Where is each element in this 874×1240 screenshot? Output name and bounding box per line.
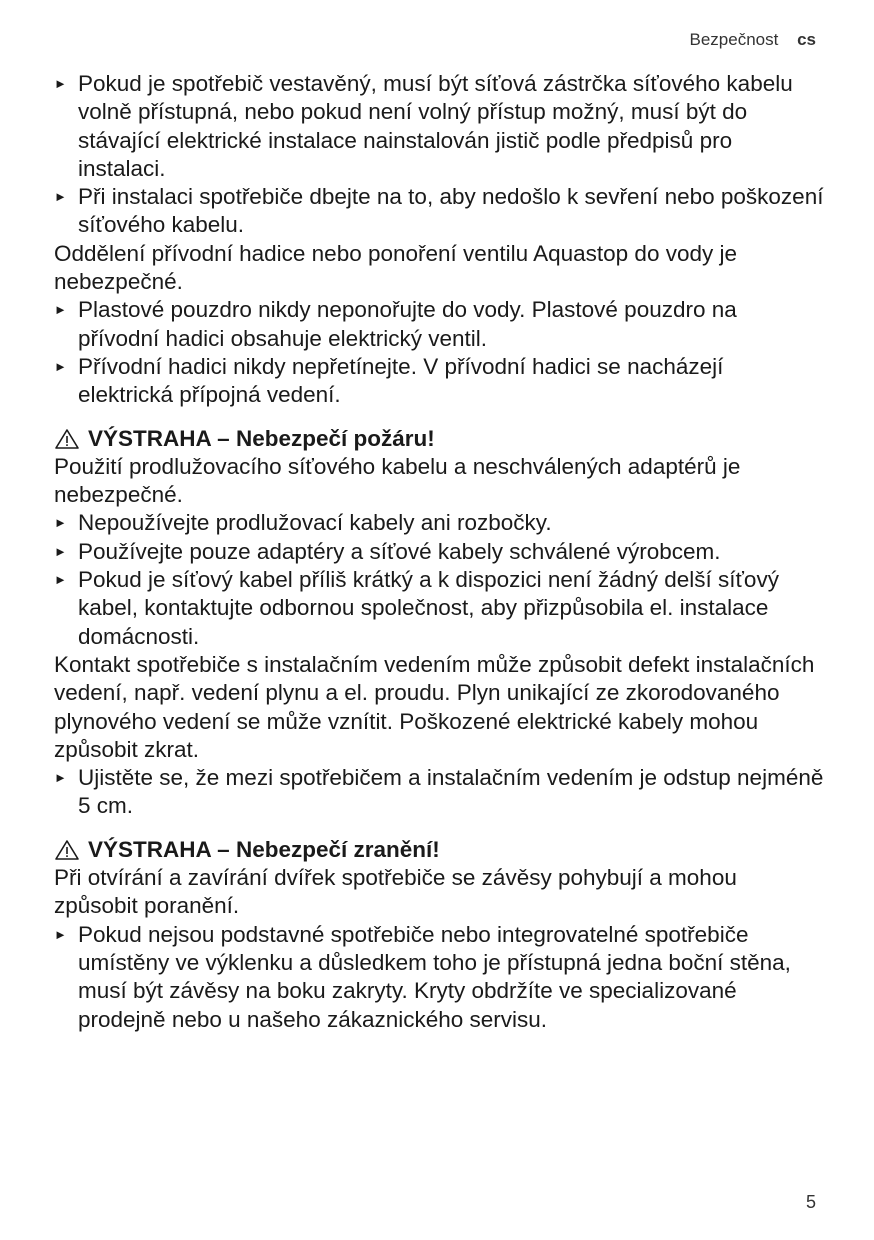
- bullet-item: [54, 296, 824, 353]
- page-header: [690, 30, 817, 50]
- paragraph: Kontakt spotřebiče s instalačním vedením může způsobit defekt instalačních vedení, např. vedení plynu a el. proudu. Plyn unikající ze zkorodovaného plynového vedení se může vznítit. Poškozené elektrické kabely mohou způsobit zkrat.: [54, 651, 815, 762]
- paragraph: Použití prodlužovacího síťového kabelu a neschválených adaptérů je nebezpečné.: [54, 453, 741, 508]
- bullet-text: Nepoužívejte prodlužovací kabely ani rozbočky.: [78, 510, 552, 536]
- paragraph: Při otvírání a zavírání dvířek spotřebiče se závěsy pohybují a mohou způsobit poranění.: [54, 865, 737, 919]
- bullet-item: [54, 353, 824, 410]
- bullet-arrow-icon: ►: [54, 515, 67, 531]
- bullet-text: Ujistěte se, že mezi spotřebičem a instalačním vedením je odstup nejméně 5 cm.: [78, 765, 824, 819]
- bullet-item: [54, 538, 824, 566]
- warning-title: VÝSTRAHA – Nebezpečí požáru!: [88, 425, 435, 451]
- bullet-item: [54, 566, 824, 651]
- bullet-text: Při instalaci spotřebiče dbejte na to, aby nedošlo k sevření nebo poškození síťového kabelu.: [78, 184, 824, 238]
- language-code: cs: [797, 30, 816, 49]
- document-body: [54, 70, 824, 1034]
- bullet-text: Pokud je síťový kabel příliš krátký a k dispozici není žádný delší síťový kabel, kontaktujte odbornou společnost, aby přizpůsobila el. instalace domácnosti.: [78, 567, 779, 649]
- bullet-item: [54, 764, 824, 821]
- section-title: Bezpečnost: [689, 30, 779, 49]
- bullet-text: Plastové pouzdro nikdy neponořujte do vody. Plastové pouzdro na přívodní hadici obsahuje elektrický ventil.: [78, 297, 737, 351]
- bullet-text: Přívodní hadici nikdy nepřetínejte. V přívodní hadici se nacházejí elektrická přípojná vedení.: [78, 353, 724, 408]
- warning-title: VÝSTRAHA – Nebezpečí zranění!: [88, 836, 440, 862]
- bullet-arrow-icon: ►: [54, 770, 67, 786]
- bullet-text: Pokud je spotřebič vestavěný, musí být síťová zástrčka síťového kabelu volně přístupná, nebo pokud není volný přístup možný, musí být do stávající elektrické instalace nainstalován jistič podle předpisů pro instalaci.: [78, 71, 793, 181]
- bullet-item: [54, 921, 824, 1034]
- bullet-arrow-icon: ►: [54, 76, 67, 91]
- page-number: 5: [805, 1192, 816, 1212]
- warning-heading-injury: [54, 836, 824, 864]
- bullet-arrow-icon: ►: [54, 189, 67, 205]
- bullet-arrow-icon: ►: [54, 572, 67, 588]
- paragraph: Oddělení přívodní hadice nebo ponoření ventilu Aquastop do vody je nebezpečné.: [54, 240, 737, 295]
- bullet-arrow-icon: ►: [54, 543, 67, 559]
- bullet-item: [54, 70, 824, 183]
- warning-triangle-icon: [54, 839, 80, 861]
- bullet-item: [54, 509, 824, 537]
- bullet-item: [54, 183, 824, 240]
- warning-triangle-icon: [54, 428, 80, 450]
- bullet-text: Pokud nejsou podstavné spotřebiče nebo integrovatelné spotřebiče umístěny ve výklenku a důsledkem toho je přístupná jedna boční stěna, musí být závěsy na boku zakryty. Kryty obdržíte ve specializované prodejně nebo u našeho zákaznického servisu.: [78, 921, 791, 1032]
- bullet-arrow-icon: ►: [54, 926, 67, 942]
- bullet-text: Používejte pouze adaptéry a síťové kabely schválené výrobcem.: [78, 538, 721, 564]
- warning-heading-fire: [54, 425, 824, 453]
- bullet-arrow-icon: ►: [54, 302, 67, 318]
- bullet-arrow-icon: ►: [54, 358, 67, 374]
